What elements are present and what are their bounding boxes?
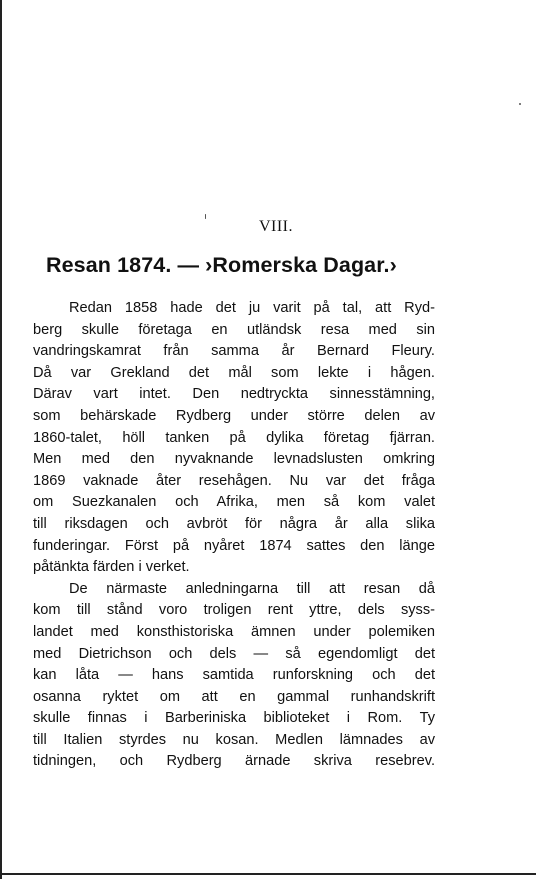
body-text — [33, 298, 435, 773]
text-line: Därav vart intet. Den nedtryckta sinnesstämning, — [33, 386, 435, 403]
text-line: 1869 vaknade åter resehågen. Nu var det fråga — [33, 472, 435, 489]
text-line: tidningen, och Rydberg ärnade skriva resebrev. — [33, 753, 435, 770]
text-line: 1860-talet, höll tanken på dylika företag fjärran. — [33, 429, 435, 446]
page-bottom-edge — [0, 873, 536, 875]
text-line: kan låta — hans samtida runforskning och det — [33, 667, 435, 684]
text-line: De närmaste anledningarna till att resan då — [69, 580, 435, 597]
text-line: Redan 1858 hade det ju varit på tal, att Ryd- — [69, 300, 435, 316]
page-left-edge — [0, 0, 2, 879]
text-line: till Italien styrdes nu kosan. Medlen lämnades av — [33, 731, 435, 748]
text-line: vandringskamrat från samma år Bernard Fleury. — [33, 343, 435, 360]
text-line: skulle finnas i Barberiniska biblioteket i Rom. Ty — [33, 710, 435, 727]
text-line: Men med den nyvaknande levnadslusten omkring — [33, 451, 435, 468]
text-line: osanna ryktet om att en gammal runhandskrift — [33, 688, 435, 705]
text-line: som behärskade Rydberg under större delen av — [33, 407, 435, 424]
text-line: med Dietrichson och dels — så egendomligt det — [33, 645, 435, 662]
text-line: om Suezkanalen och Afrika, men så kom valet — [33, 494, 435, 511]
chapter-number: VIII. — [258, 218, 294, 235]
chapter-title: Resan 1874. — ›Romerska Dagar.› — [46, 253, 397, 277]
paragraph — [33, 579, 435, 773]
paragraph — [33, 298, 435, 579]
text-line: landet med konsthistoriska ämnen under polemiken — [33, 623, 435, 640]
text-line: funderingar. Först på nyåret 1874 sattes den länge — [33, 537, 435, 554]
text-line: Då var Grekland det mål som lekte i hågen. — [33, 364, 435, 381]
text-line: till riksdagen och avbröt för några år alla slika — [33, 515, 435, 532]
scan-speck — [519, 103, 521, 105]
text-line: påtänkta färden i verket. — [33, 559, 190, 576]
text-line: kom till stånd voro troligen rent yttre, dels syss- — [33, 602, 435, 619]
text-line: berg skulle företaga en utländsk resa med sin — [33, 321, 435, 338]
